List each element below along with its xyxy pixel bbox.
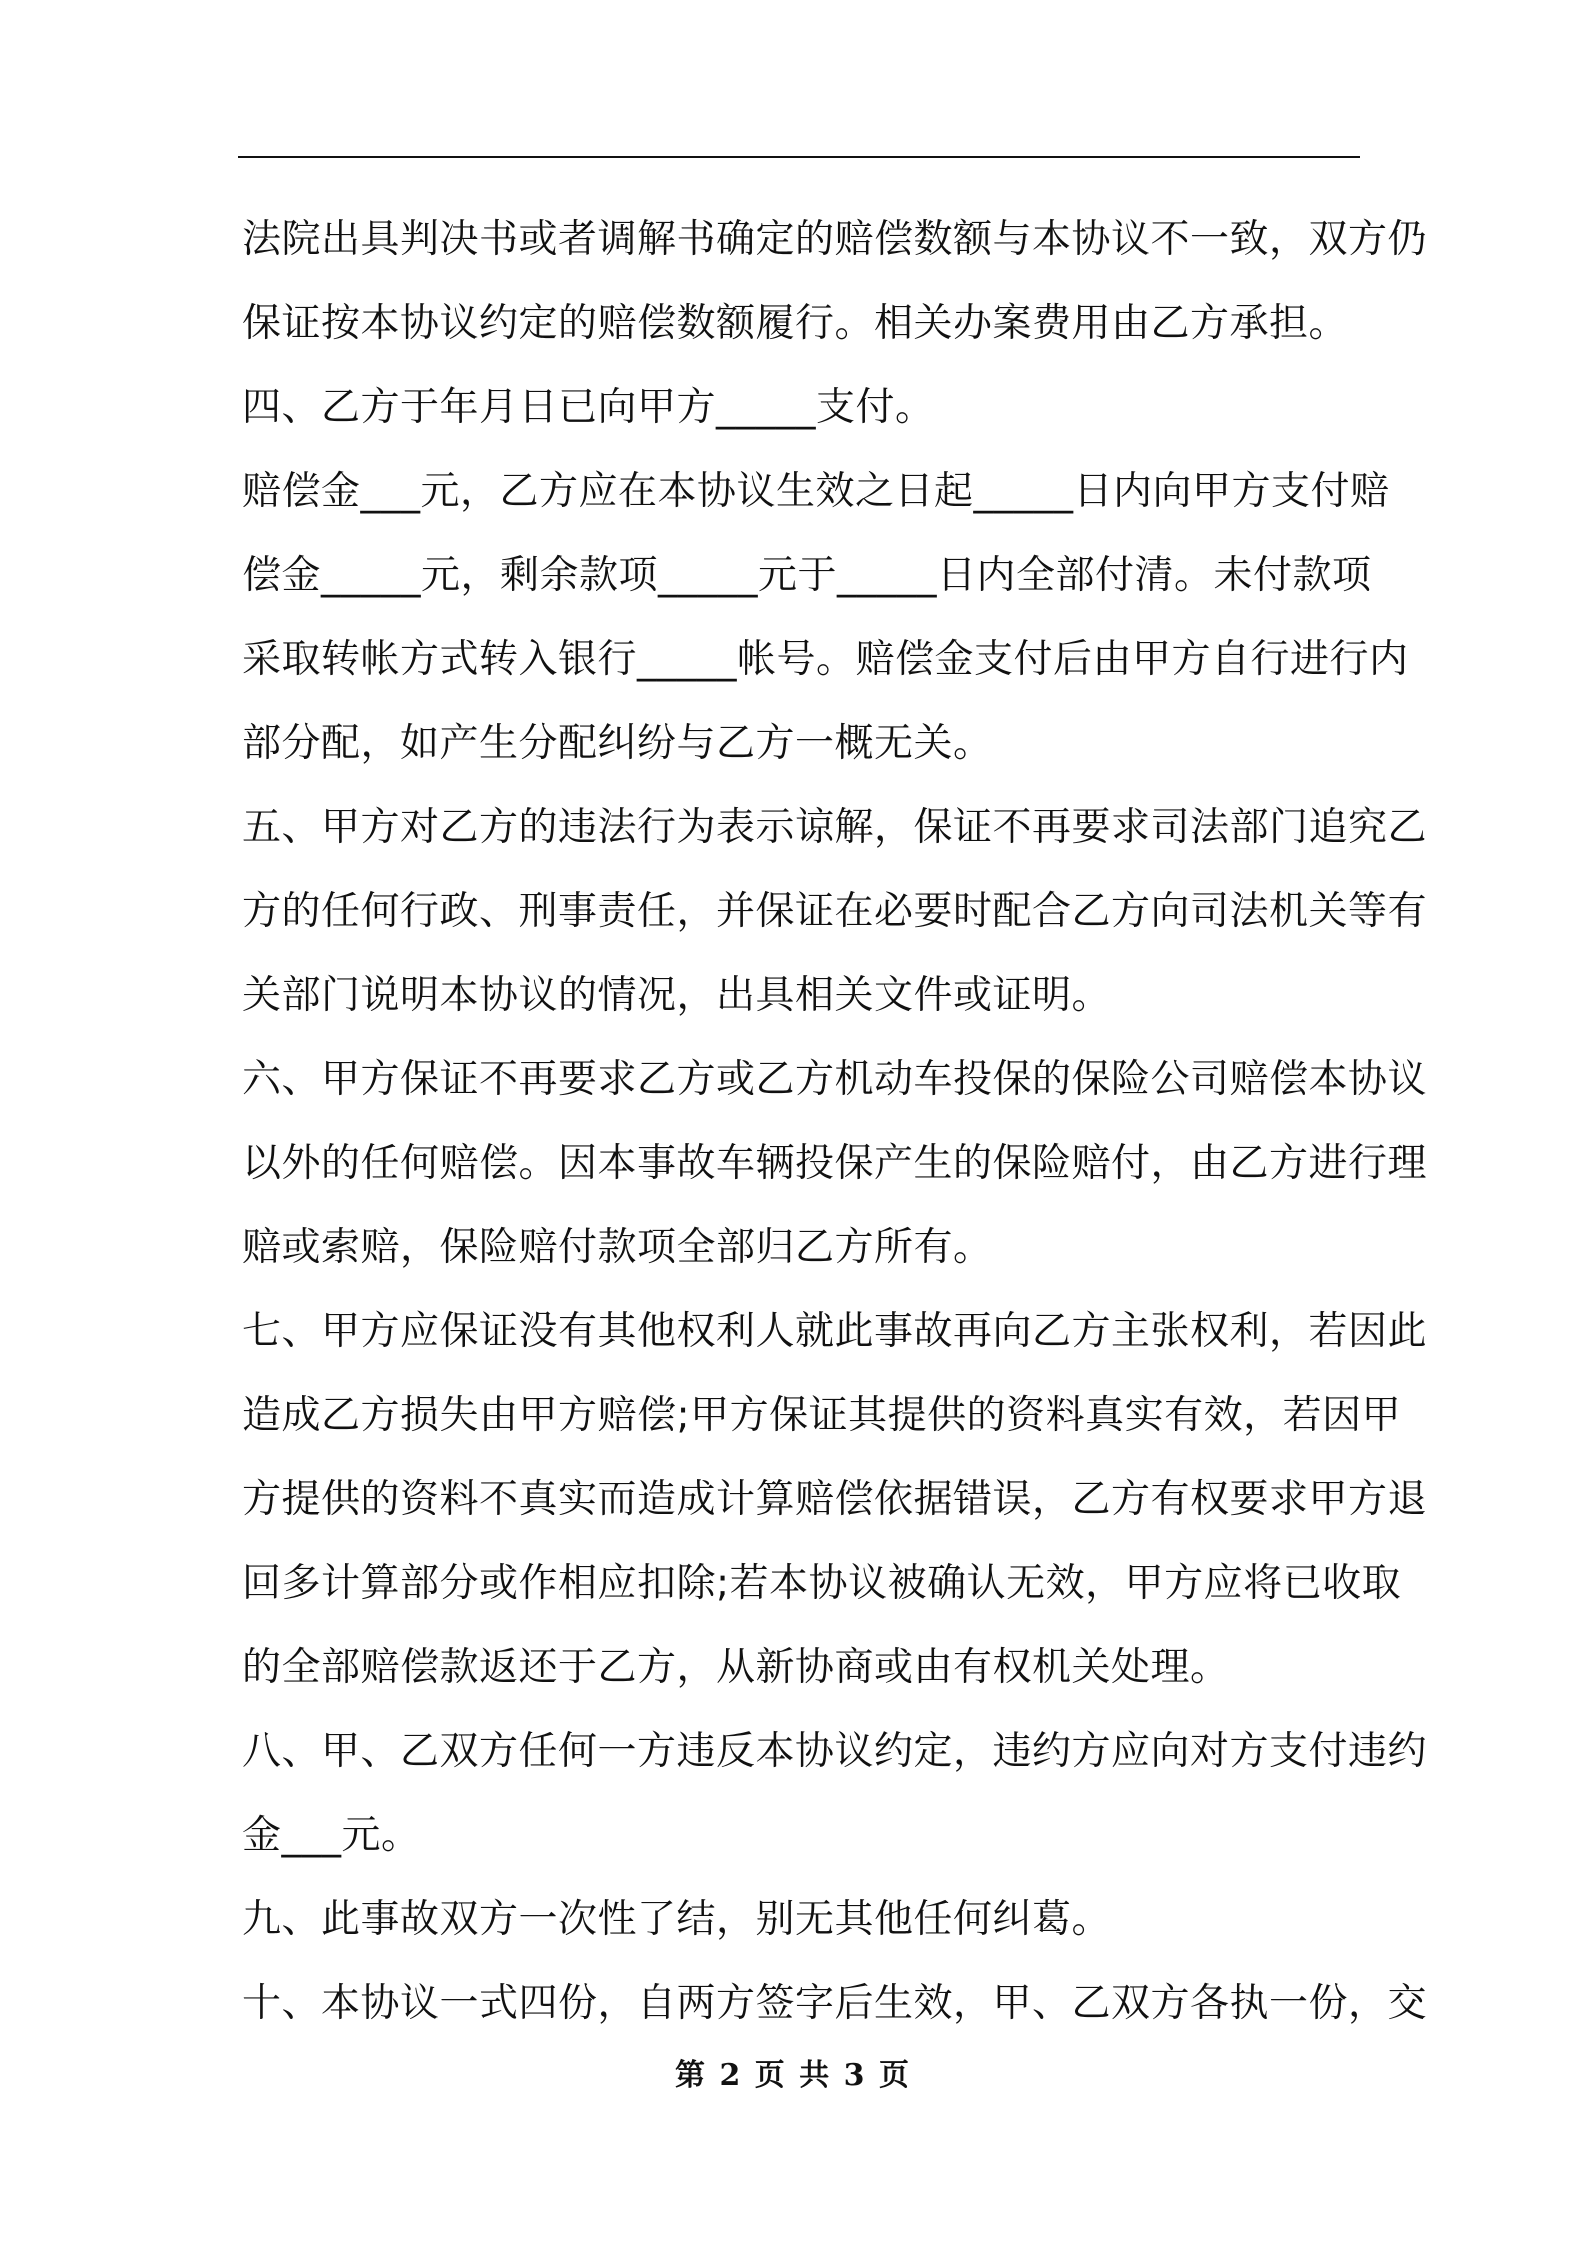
text-line: 七、甲方应保证没有其他权利人就此事故再向乙方主张权利，若因此 [242, 1309, 1428, 1354]
text-line: 金___元。 [242, 1813, 421, 1858]
text-line: 四、乙方于年月日已向甲方_____支付。 [242, 385, 935, 430]
text-line: 采取转帐方式转入银行_____帐号。赔偿金支付后由甲方自行进行内 [242, 637, 1409, 682]
text-line: 六、甲方保证不再要求乙方或乙方机动车投保的保险公司赔偿本协议 [242, 1057, 1428, 1102]
text-line: 方的任何行政、刑事责任，并保证在必要时配合乙方向司法机关等有 [242, 889, 1428, 934]
text-line: 赔或索赔，保险赔付款项全部归乙方所有。 [242, 1225, 993, 1270]
text-line: 法院出具判决书或者调解书确定的赔偿数额与本协议不一致，双方仍 [242, 217, 1428, 262]
text-line: 偿金_____元，剩余款项_____元于_____日内全部付清。未付款项 [242, 553, 1372, 598]
text-line: 的全部赔偿款返还于乙方，从新协商或由有权机关处理。 [242, 1645, 1230, 1690]
text-line: 赔偿金___元，乙方应在本协议生效之日起_____日内向甲方支付赔 [242, 469, 1390, 514]
text-line: 造成乙方损失由甲方赔偿;甲方保证其提供的资料真实有效，若因甲 [242, 1393, 1402, 1438]
page-number: 第 2 页 共 3 页 [675, 2058, 911, 2093]
text-line: 九、此事故双方一次性了结，别无其他任何纠葛。 [242, 1897, 1112, 1942]
header-rule [238, 156, 1360, 158]
text-line: 方提供的资料不真实而造成计算赔偿依据错误，乙方有权要求甲方退 [242, 1477, 1428, 1522]
text-line: 以外的任何赔偿。因本事故车辆投保产生的保险赔付，由乙方进行理 [242, 1141, 1428, 1186]
text-line: 八、甲、乙双方任何一方违反本协议约定，违约方应向对方支付违约 [242, 1729, 1428, 1774]
text-line: 保证按本协议约定的赔偿数额履行。相关办案费用由乙方承担。 [242, 301, 1349, 346]
text-line: 十、本协议一式四份，自两方签字后生效，甲、乙双方各执一份，交 [242, 1981, 1428, 2026]
text-line: 回多计算部分或作相应扣除;若本协议被确认无效，甲方应将已收取 [242, 1561, 1402, 1606]
text-line: 关部门说明本协议的情况，出具相关文件或证明。 [242, 973, 1112, 1018]
text-line: 部分配，如产生分配纠纷与乙方一概无关。 [242, 721, 993, 766]
document-body [242, 198, 1428, 2046]
text-line: 五、甲方对乙方的违法行为表示谅解，保证不再要求司法部门追究乙 [242, 805, 1428, 850]
